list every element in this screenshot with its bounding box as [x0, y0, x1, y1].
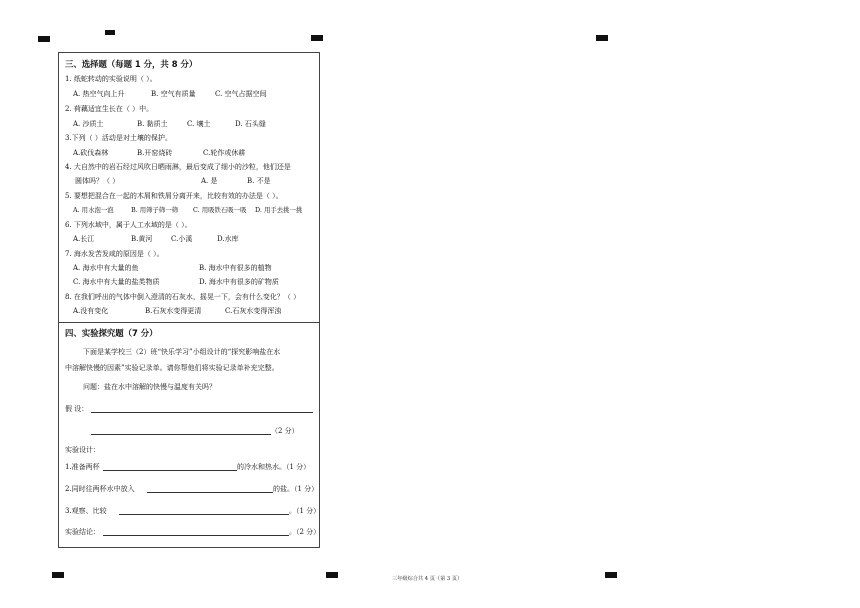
q5-option-d: D. 用手去挑一挑 [255, 206, 303, 214]
q8-option-a: A.没有变化 [73, 307, 109, 315]
section4-title: 四、实验探究题（7 分） [65, 328, 158, 338]
section-divider [59, 322, 319, 323]
q8-option-c: C.石灰水变得浑浊 [225, 307, 282, 315]
exam-page-frame [58, 52, 320, 548]
registration-mark [605, 572, 617, 578]
conclusion-prefix: 实验结论： [65, 528, 100, 536]
design-label: 实验设计： [65, 446, 100, 454]
q7-option-d: D. 海水中有很多的矿物质 [199, 278, 279, 286]
hypothesis-answer-line-2 [91, 434, 271, 435]
q2-option-d: D. 石头缝 [235, 120, 266, 128]
q6-option-a: A.长江 [73, 235, 95, 243]
registration-mark [38, 36, 50, 42]
step2-prefix: 2.同时往两杯水中放入 [65, 485, 135, 493]
step1-answer-line [103, 470, 237, 471]
hypothesis-points: （2 分） [271, 427, 299, 435]
q6-option-b: B.黄河 [131, 235, 153, 243]
q3-option-b: B.开窑烧砖 [137, 149, 173, 157]
hypothesis-label: 假 设： [65, 405, 89, 413]
registration-mark [596, 35, 608, 41]
q4-stem-line1: 4. 大自然中的岩石经过风吹日晒雨淋，最后变成了细小的沙粒，他们还是 [65, 163, 291, 171]
q6-option-d: D.水库 [217, 235, 239, 243]
q3-stem: 3.下列（ ）活动是对土壤的保护。 [65, 134, 172, 142]
q4-option-b: B. 不是 [247, 177, 271, 185]
step3-suffix: 。（1 分） [289, 507, 321, 515]
q7-option-b: B. 海水中有很多的植物 [199, 264, 272, 272]
registration-mark [326, 572, 338, 578]
q6-option-c: C.小溪 [171, 235, 193, 243]
step2-suffix: 的盐。（1 分） [273, 485, 319, 493]
q2-option-b: B. 黏质土 [137, 120, 168, 128]
q6-stem: 6. 下列水域中，属于人工水域的是（ ）。 [65, 221, 192, 229]
step1-suffix: 的冷水和热水。（1 分） [237, 463, 311, 471]
q1-option-b: B. 空气有质量 [151, 90, 196, 98]
q7-stem: 7. 海水发苦发咸的原因是（ ）。 [65, 250, 164, 258]
step2-answer-line [147, 492, 273, 493]
step1-prefix: 1.准备两杯 [65, 463, 100, 471]
q1-option-a: A. 热空气向上升 [73, 90, 125, 98]
q5-option-b: B. 用筛子筛一筛 [131, 206, 179, 214]
q2-option-c: C. 壤土 [187, 120, 211, 128]
q2-option-a: A. 沙质土 [73, 120, 104, 128]
q5-option-a: A. 用水泡一泡 [73, 206, 114, 214]
section4-intro-line1: 下面是某学校三（2）班“快乐学习”小组设计的“探究影响盐在水 [83, 348, 281, 356]
step3-prefix: 3.观察、比较 [65, 507, 107, 515]
q3-option-a: A.砍伐森林 [73, 149, 109, 157]
q8-option-b: B.石灰水变得更清 [145, 307, 202, 315]
step3-answer-line [119, 514, 289, 515]
page-footer: 三年级综合共 4 页（第 3 页） [392, 576, 463, 582]
registration-mark [311, 35, 323, 41]
q7-option-a: A. 海水中有大量的鱼 [73, 264, 139, 272]
q5-stem: 5. 要想把混合在一起的木屑和铁屑分离开来，比较有效的办法是（ ）。 [65, 192, 283, 200]
conclusion-suffix: 。（2 分） [289, 528, 321, 536]
q3-option-c: C.轮作或休耕 [203, 149, 246, 157]
section3-title: 三、选择题（每题 1 分，共 8 分） [65, 59, 198, 69]
q2-stem: 2. 荷藕适宜生长在（ ）中。 [65, 105, 154, 113]
q5-option-c: C. 用吸铁石吸一吸 [193, 206, 247, 214]
registration-mark [105, 30, 115, 35]
q4-option-a: A. 是 [201, 177, 218, 185]
q1-option-c: C. 空气占据空间 [215, 90, 267, 98]
hypothesis-answer-line-1 [91, 412, 313, 413]
q8-stem: 8. 在我们呼出的气体中倒入澄清的石灰水，摇晃一下，会有什么变化？（ ） [65, 293, 301, 301]
registration-mark [52, 572, 64, 578]
section4-intro-line2: 中溶解快慢的因素”实验记录单。请你帮他们将实验记录单补充完整。 [65, 364, 279, 372]
section4-question: 问题：盐在水中溶解的快慢与温度有关吗？ [83, 383, 216, 391]
q1-stem: 1. 纸蛇转动的实验说明（ ）。 [65, 75, 157, 83]
conclusion-answer-line [103, 535, 289, 536]
q7-option-c: C. 海水中有大量的盐类物质 [73, 278, 160, 286]
q4-stem-line2: 圆体吗？（ ） [75, 177, 120, 185]
